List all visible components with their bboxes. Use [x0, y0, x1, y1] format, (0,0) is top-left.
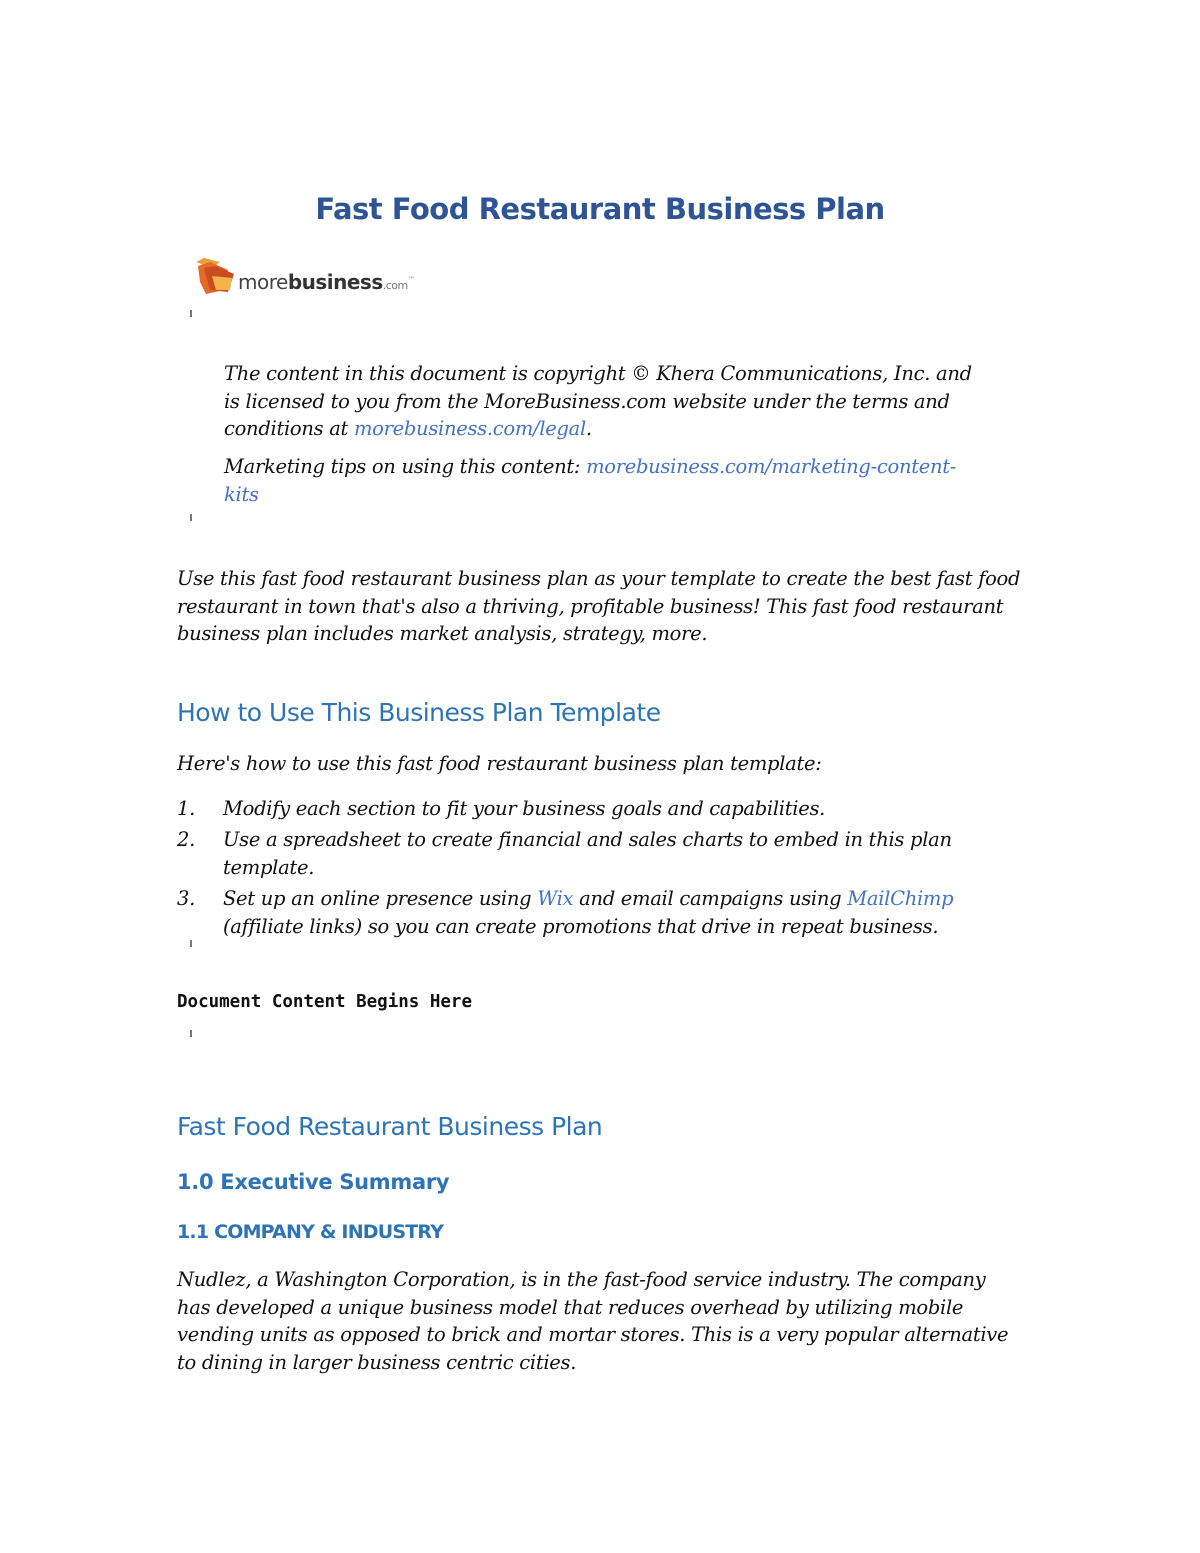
how-to-lead: Here's how to use this fast food restaurant business plan template: [177, 752, 822, 775]
executive-summary-heading: 1.0 Executive Summary [177, 1170, 450, 1194]
marketing-line-1 [224, 453, 1004, 481]
copyright-line-2: is licensed to you from the MoreBusiness.com website under the terms and [224, 389, 950, 413]
logo-tm: ™ [407, 275, 415, 284]
document-title: Fast Food Restaurant Business Plan [315, 192, 885, 226]
plan-heading: Fast Food Restaurant Business Plan [177, 1112, 603, 1141]
marketing-line-2 [224, 481, 1004, 509]
how-to-list [177, 795, 1037, 945]
list-item-number: 1. [177, 797, 196, 820]
logo-suffix: .com [382, 279, 408, 292]
copyright-prefix: conditions at [224, 417, 354, 440]
mailchimp-link[interactable]: MailChimp [847, 887, 954, 910]
list-item-number: 2. [177, 828, 196, 851]
paragraph-mark [190, 310, 192, 317]
list-item-text: and email campaigns using [573, 887, 848, 910]
company-line-1: Nudlez, a Washington Corporation, is in the fast-food service industry. The company [177, 1268, 986, 1291]
list-item-line [223, 885, 983, 913]
company-industry-heading: 1.1 COMPANY & INDUSTRY [177, 1221, 444, 1243]
list-item-number: 3. [177, 887, 196, 910]
copyright-line-1: The content in this document is copyright © Khera Communications, Inc. and [224, 362, 972, 385]
marketing-link-cont[interactable]: kits [224, 482, 259, 506]
copyright-suffix: . [585, 417, 592, 440]
company-paragraph [177, 1266, 1037, 1376]
copyright-notice [224, 360, 1004, 443]
logo-bold: business [287, 270, 383, 294]
intro-paragraph [177, 565, 1037, 648]
morebusiness-logo [194, 254, 434, 300]
list-item-text: Set up an online presence using [223, 887, 538, 910]
list-item [223, 826, 983, 881]
marketing-tips [224, 453, 1004, 508]
intro-line-3: business plan includes market analysis, strategy, more. [177, 622, 708, 645]
list-item: Modify each section to fit your business goals and capabilities. [223, 797, 826, 820]
legal-link[interactable]: morebusiness.com/legal [353, 417, 586, 440]
list-item [223, 885, 983, 940]
copyright-line-3 [224, 415, 1004, 443]
paragraph-mark [190, 1030, 192, 1037]
paragraph-mark [190, 940, 192, 947]
list-item-line: Use a spreadsheet to create financial and sales charts to embed in this plan [223, 828, 952, 851]
wix-link[interactable]: Wix [537, 887, 574, 910]
list-item-line: (affiliate links) so you can create promotions that drive in repeat business. [223, 914, 939, 938]
list-item-line: template. [223, 855, 315, 879]
logo-wordmark [238, 270, 414, 294]
intro-line-1: Use this fast food restaurant business plan as your template to create the best fast food [177, 567, 1021, 590]
intro-line-2: restaurant in town that's also a thriving, profitable business! This fast food restaurant [177, 594, 1004, 618]
company-line-3: vending units as opposed to brick and mortar stores. This is a very popular alternative [177, 1323, 1009, 1346]
marketing-link[interactable]: morebusiness.com/marketing-content- [586, 455, 957, 478]
company-line-4: to dining in larger business centric cities. [177, 1350, 577, 1374]
paragraph-mark [190, 514, 192, 521]
content-begins-marker: Document Content Begins Here [177, 992, 473, 1012]
company-line-2: has developed a unique business model that reduces overhead by utilizing mobile [177, 1295, 964, 1319]
logo-prefix: more [238, 270, 288, 294]
how-to-heading: How to Use This Business Plan Template [177, 698, 661, 727]
marketing-prefix: Marketing tips on using this content: [224, 455, 587, 478]
folder-logo-icon [194, 256, 238, 296]
